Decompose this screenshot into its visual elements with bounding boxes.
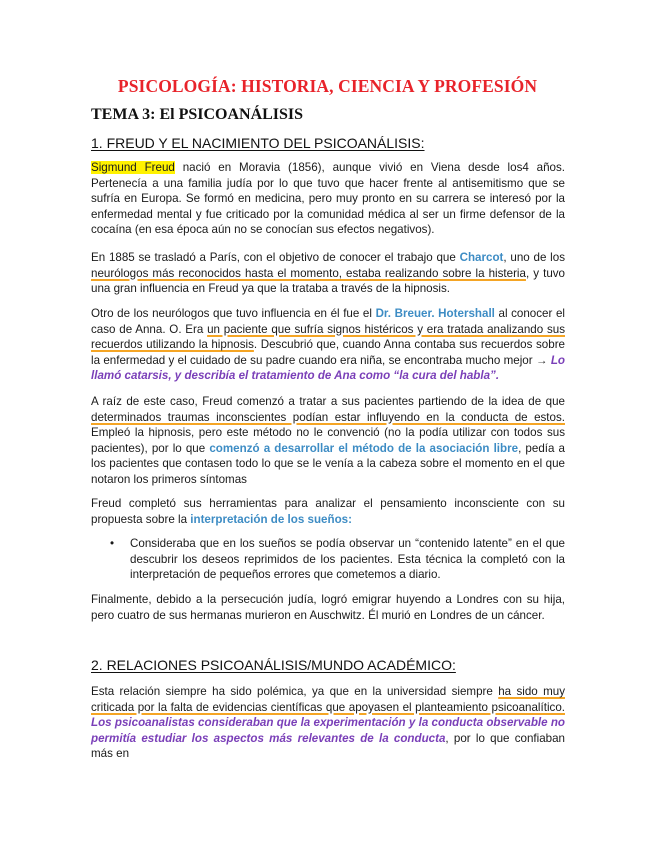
paragraph-text: En 1885 se trasladó a París, con el objetivo de conocer el trabajo que <box>91 251 460 264</box>
section2-paragraph-1 <box>91 684 565 762</box>
underlined-text: neurólogos más reconocidos hasta el momento, estaba realizando sobre la histeria <box>91 266 526 280</box>
paragraph-text: , pedía a los pacientes que contasen todo lo que se le venía a la cabeza sobre el momento en el que notaron los primeros síntomas <box>91 441 566 486</box>
paragraph-text: Esta relación siempre ha sido polémica, ya que en la universidad siempre <box>91 685 499 698</box>
section2-heading: 2. RELACIONES PSICOANÁLISIS/MUNDO ACADÉMICO: <box>91 657 456 673</box>
section1-paragraph-1 <box>91 160 565 238</box>
underlined-text: determinados traumas inconscientes podían estar influyendo en la conducta de estos. <box>91 410 565 424</box>
paragraph-text: Freud completó sus herramientas para analizar el pensamiento inconsciente con su propuesta sobre la <box>91 497 565 526</box>
paragraph-text: al conocer el caso de Anna. O. Era <box>91 307 565 336</box>
psychoanalysts-note: Los psicoanalistas consideraban que la experimentación y la conducta observable no permitía estudiar los aspectos más relevantes de la conducta <box>91 716 565 745</box>
section1-paragraph-4 <box>91 394 565 488</box>
section1-heading: 1. FREUD Y EL NACIMIENTO DEL PSICOANÁLISIS: <box>91 135 425 151</box>
paragraph-text: . Descubrió que, cuando Anna contaba sus recuerdos sobre la enfermedad y el cuidado de su padre cuando era niña, se encontraba mucho mejor → <box>91 338 566 367</box>
charcot-name: Charcot <box>459 251 504 264</box>
paragraph-text: A raíz de este caso, Freud comenzó a tratar a sus pacientes partiendo de la idea de que <box>91 395 565 408</box>
document-title: PSICOLOGÍA: HISTORIA, CIENCIA Y PROFESIÓN <box>117 76 538 96</box>
paragraph-text: , por lo que confiaban más en <box>91 731 565 761</box>
paragraph-text: Otro de los neurólogos que tuvo influencia en él fue el <box>91 307 376 320</box>
underlined-text: ha sido muy criticada por la falta de evidencias científicas que apoyasen el planteamiento psicoanalítico. <box>91 685 565 714</box>
paragraph-text: nació en Moravia (1856), aunque vivió en Viena desde los4 años. Pertenecía a una familia judía por lo que tuvo que hacer frente al antisemitismo que se sufría en Europa. Se formó en medicina, pero muy pronto en su carrera se interesó por la enfermedad mental y fue criticado por la comunidad médica al ser un firme defensor de la cocaína (en esa época aún no se conocían sus efectos negativos). <box>91 161 566 237</box>
bullet-text: Consideraba que en los sueños se podía observar un “contenido latente” en el que descubrir los deseos reprimidos de los pacientes. Esta técnica la completó con la interpretación de pequeños errores que cometemos a diario. <box>130 537 565 582</box>
underlined-text: un paciente que sufría signos histéricos y era tratada analizando sus recuerdos utilizando la hipnosis <box>91 322 565 352</box>
section1-paragraph-3 <box>91 306 565 384</box>
dream-interpretation-text: interpretación de los sueños: <box>190 512 352 526</box>
free-association-text: comenzó a desarrollar el método de la asociación libre <box>209 441 519 455</box>
section1-paragraph-5 <box>91 496 565 527</box>
paragraph-text: , uno de los <box>503 251 565 264</box>
section1-paragraph-2 <box>91 250 565 297</box>
breuer-name: Dr. Breuer. Hotershall <box>375 307 495 320</box>
topic-heading: TEMA 3: El PSICOANÁLISIS <box>91 106 304 123</box>
catharsis-note: Lo llamó catarsis, y describía el tratamiento de Ana como “la cura del habla”. <box>91 353 565 383</box>
paragraph-text: Empleó la hipnosis, pero este método no le convenció (no la podía utilizar con todos sus pacientes), por lo que <box>91 426 565 455</box>
paragraph-text: , y tuvo una gran influencia en Freud ya que la trataba a través de la hipnosis. <box>91 266 566 296</box>
bullet-symbol: • <box>110 537 115 550</box>
section1-paragraph-6: Finalmente, debido a la persecución judía, logró emigrar huyendo a Londres con su hija, pero cuatro de sus hermanas murieron en Auschwitz. Él murió en Londres de un cáncer. <box>91 593 565 622</box>
highlighted-name: Sigmund Freud <box>91 161 175 174</box>
